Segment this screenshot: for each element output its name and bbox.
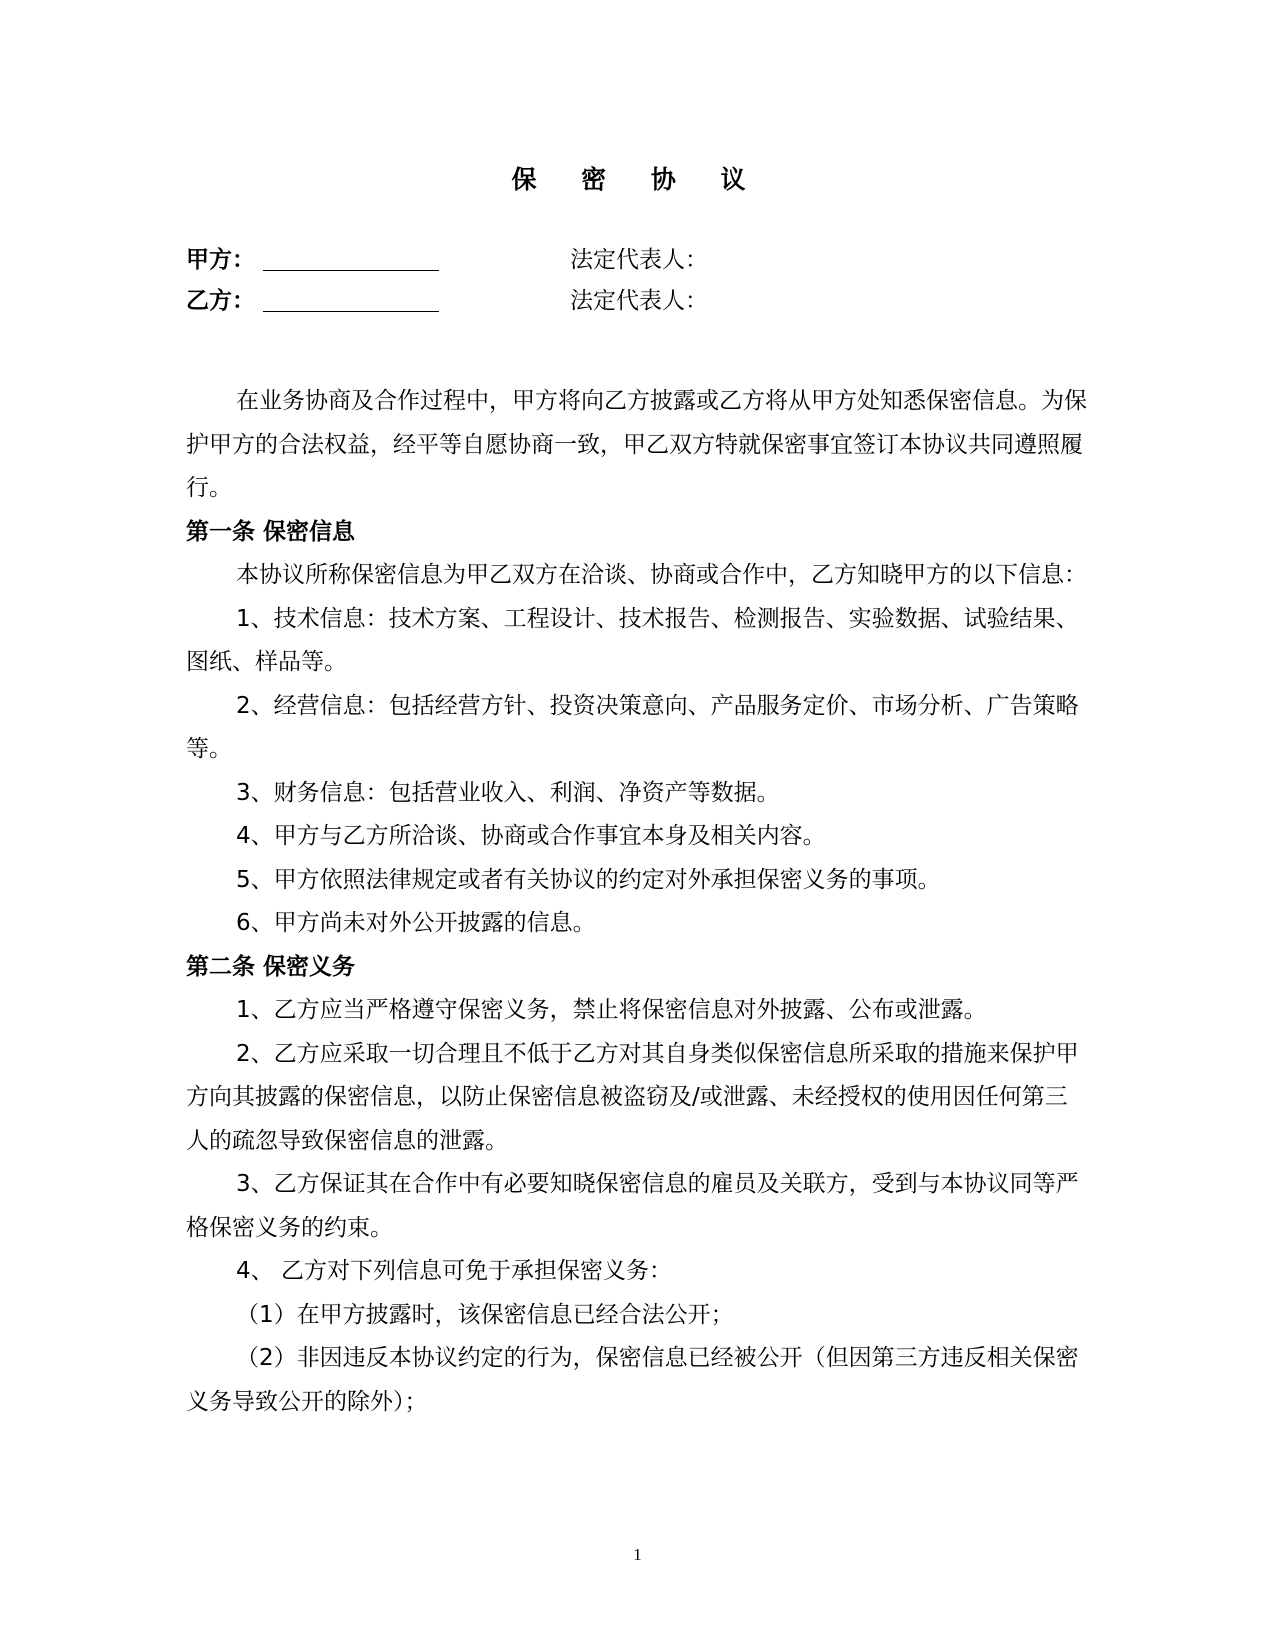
- agreement-body: [186, 380, 1088, 1424]
- article-1-item: 1、技术信息：技术方案、工程设计、技术报告、检测报告、实验数据、试验结果、图纸、样品等。: [186, 605, 1079, 675]
- intro-paragraph: 在业务协商及合作过程中，甲方将向乙方披露或乙方将从甲方处知悉保密信息。为保护甲方的合法权益，经平等自愿协商一致，甲乙双方特就保密事宜签订本协议共同遵照履行。: [186, 388, 1087, 501]
- party-b-representative-label: 法定代表人：: [570, 288, 708, 314]
- party-b-label: 乙方：: [186, 288, 255, 314]
- article-1-item: 3、财务信息：包括营业收入、利润、净资产等数据。: [236, 779, 780, 806]
- article-2-item: 2、乙方应采取一切合理且不低于乙方对其自身类似保密信息所采取的措施来保护甲方向其披露的保密信息，以防止保密信息被盗窃及/或泄露、未经授权的使用因任何第三人的疏忽导致保密信息的泄露。: [186, 1040, 1079, 1154]
- article-1-lead: 本协议所称保密信息为甲乙双方在洽谈、协商或合作中，乙方知晓甲方的以下信息：: [236, 562, 1087, 588]
- article-1-item: 4、甲方与乙方所洽谈、协商或合作事宜本身及相关内容。: [236, 823, 826, 849]
- article-2-heading: 第二条 保密义务: [186, 953, 356, 980]
- article-2-item: 4、 乙方对下列信息可免于承担保密义务：: [236, 1258, 672, 1284]
- party-a-blank-line: [263, 240, 439, 271]
- article-2-item: （1）在甲方披露时，该保密信息已经合法公开；: [236, 1301, 734, 1328]
- article-1-item: 2、经营信息：包括经营方针、投资决策意向、产品服务定价、市场分析、广告策略等。: [186, 692, 1079, 762]
- article-2-item: （2）非因违反本协议约定的行为，保密信息已经被公开（但因第三方违反相关保密义务导致公开的除外）；: [186, 1345, 1079, 1415]
- party-a-representative-label: 法定代表人：: [570, 247, 708, 273]
- article-1-item: 6、甲方尚未对外公开披露的信息。: [236, 910, 596, 936]
- article-1-heading: 第一条 保密信息: [186, 518, 356, 545]
- article-1-item: 5、甲方依照法律规定或者有关协议的约定对外承担保密义务的事项。: [236, 866, 941, 893]
- party-a-row: [186, 240, 439, 280]
- page-number: 1: [633, 1545, 642, 1564]
- party-b-row: [186, 281, 439, 321]
- party-b-blank-line: [263, 281, 439, 312]
- article-2-item: 3、乙方保证其在合作中有必要知晓保密信息的雇员及关联方，受到与本协议同等严格保密义务的约束。: [186, 1171, 1079, 1241]
- document-title: 保 密 协 议: [511, 165, 764, 194]
- article-2-item: 1、乙方应当严格遵守保密义务，禁止将保密信息对外披露、公布或泄露。: [236, 997, 987, 1023]
- party-a-label: 甲方：: [186, 247, 255, 273]
